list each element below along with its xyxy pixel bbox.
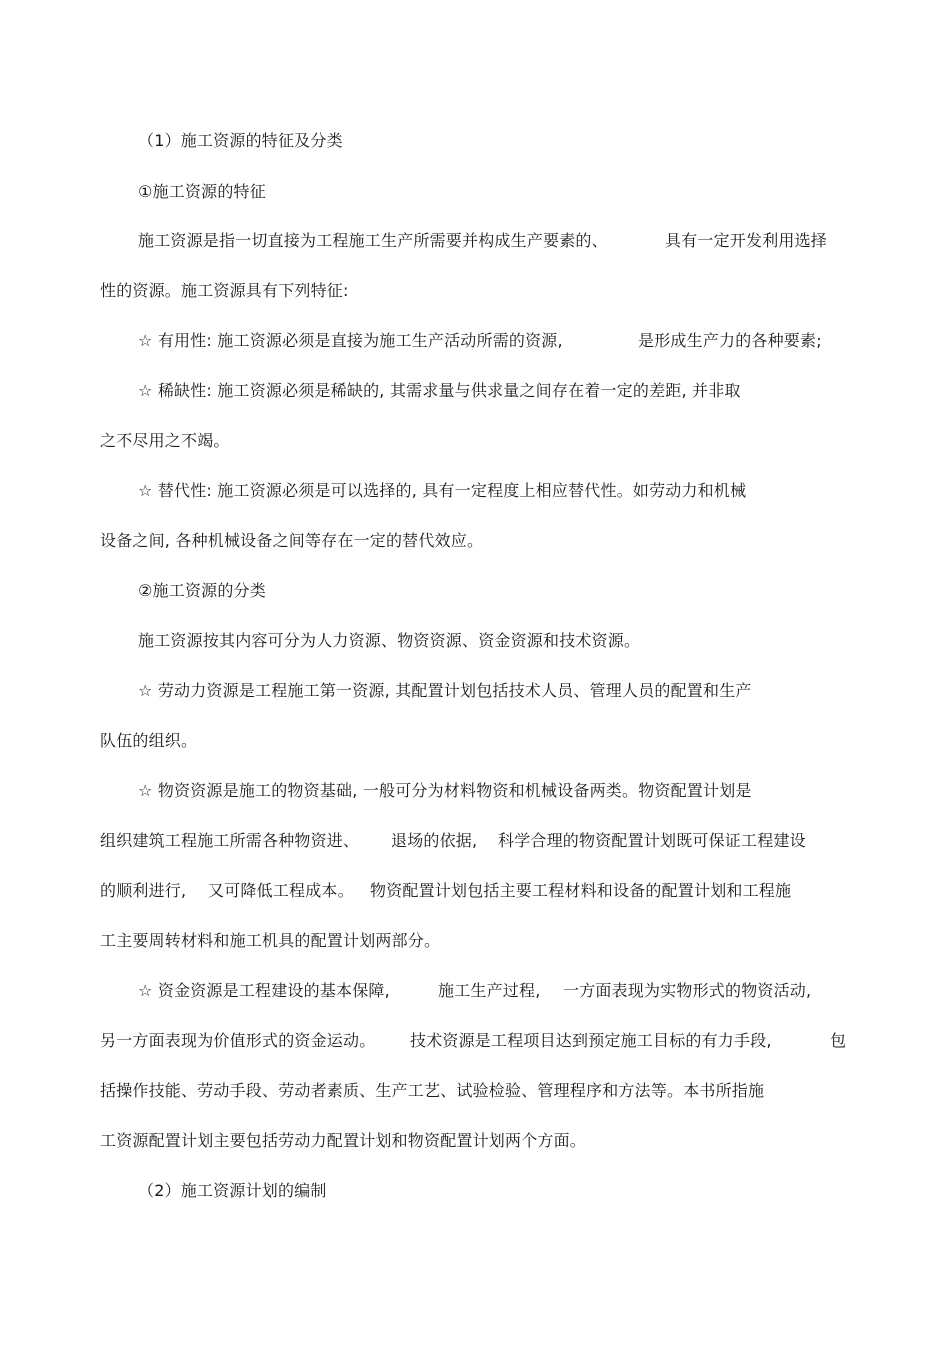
text-segment: 科学合理的物资配置计划既可保证工程建设 [498,831,806,850]
paragraph-line: 性的资源。施工资源具有下列特征: [100,281,349,300]
bullet-material-resources: ☆ 物资资源是施工的物资基础, 一般可分为材料物资和机械设备两类。物资配置计划是 [138,781,752,800]
paragraph-line: 工主要周转材料和施工机具的配置计划两部分。 [100,931,441,950]
text-segment: 另一方面表现为价值形式的资金运动。 [100,1031,376,1050]
paragraph-line [100,1030,850,1052]
text-segment: 施工生产过程, [438,981,541,1000]
section-heading-2: （2）施工资源计划的编制 [138,1181,327,1200]
paragraph-line: 括操作技能、劳动手段、劳动者素质、生产工艺、试验检验、管理程序和方法等。本书所指施 [100,1081,765,1100]
text-segment: 施工资源是指一切直接为工程施工生产所需要并构成生产要素的、 [138,231,608,250]
text-segment: 组织建筑工程施工所需各种物资进、 [100,831,360,850]
text-segment: 一方面表现为实物形式的物资活动, [563,981,812,1000]
bullet-scarcity: ☆ 稀缺性: 施工资源必须是稀缺的, 其需求量与供求量之间存在着一定的差距, 并非取 [138,381,741,400]
paragraph-line [100,880,840,902]
text-segment: ☆ 资金资源是工程建设的基本保障, [138,981,390,1000]
paragraph-line: 设备之间, 各种机械设备之间等存在一定的替代效应。 [100,531,484,550]
bullet-usefulness [138,330,838,352]
text-segment: ☆ 有用性: 施工资源必须是直接为施工生产活动所需的资源, [138,331,563,350]
text-segment: 是形成生产力的各种要素; [638,331,822,350]
bullet-substitutability: ☆ 替代性: 施工资源必须是可以选择的, 具有一定程度上相应替代性。如劳动力和机械 [138,481,747,500]
text-segment: 技术资源是工程项目达到预定施工目标的有力手段, [410,1031,772,1050]
text-segment: 包 [830,1031,847,1050]
text-segment: 具有一定开发利用选择 [665,231,828,250]
bullet-financial-resources [138,980,838,1002]
paragraph-line: 队伍的组织。 [100,731,198,750]
subheading-characteristics: ①施工资源的特征 [138,182,266,201]
text-segment: 退场的依据, [391,831,478,850]
subheading-classification: ②施工资源的分类 [138,581,266,600]
text-segment: 物资配置计划包括主要工程材料和设备的配置计划和工程施 [370,881,792,900]
bullet-labor-resources: ☆ 劳动力资源是工程施工第一资源, 其配置计划包括技术人员、管理人员的配置和生产 [138,681,752,700]
text-segment: 又可降低工程成本。 [208,881,354,900]
section-heading-1: （1）施工资源的特征及分类 [138,131,343,150]
paragraph-line [138,230,838,252]
text-segment: 的顺利进行, [100,881,187,900]
paragraph-line: 工资源配置计划主要包括劳动力配置计划和物资配置计划两个方面。 [100,1131,587,1150]
paragraph-line: 之不尽用之不竭。 [100,431,230,450]
paragraph-line [100,830,840,852]
paragraph-line: 施工资源按其内容可分为人力资源、物资资源、资金资源和技术资源。 [138,631,641,650]
